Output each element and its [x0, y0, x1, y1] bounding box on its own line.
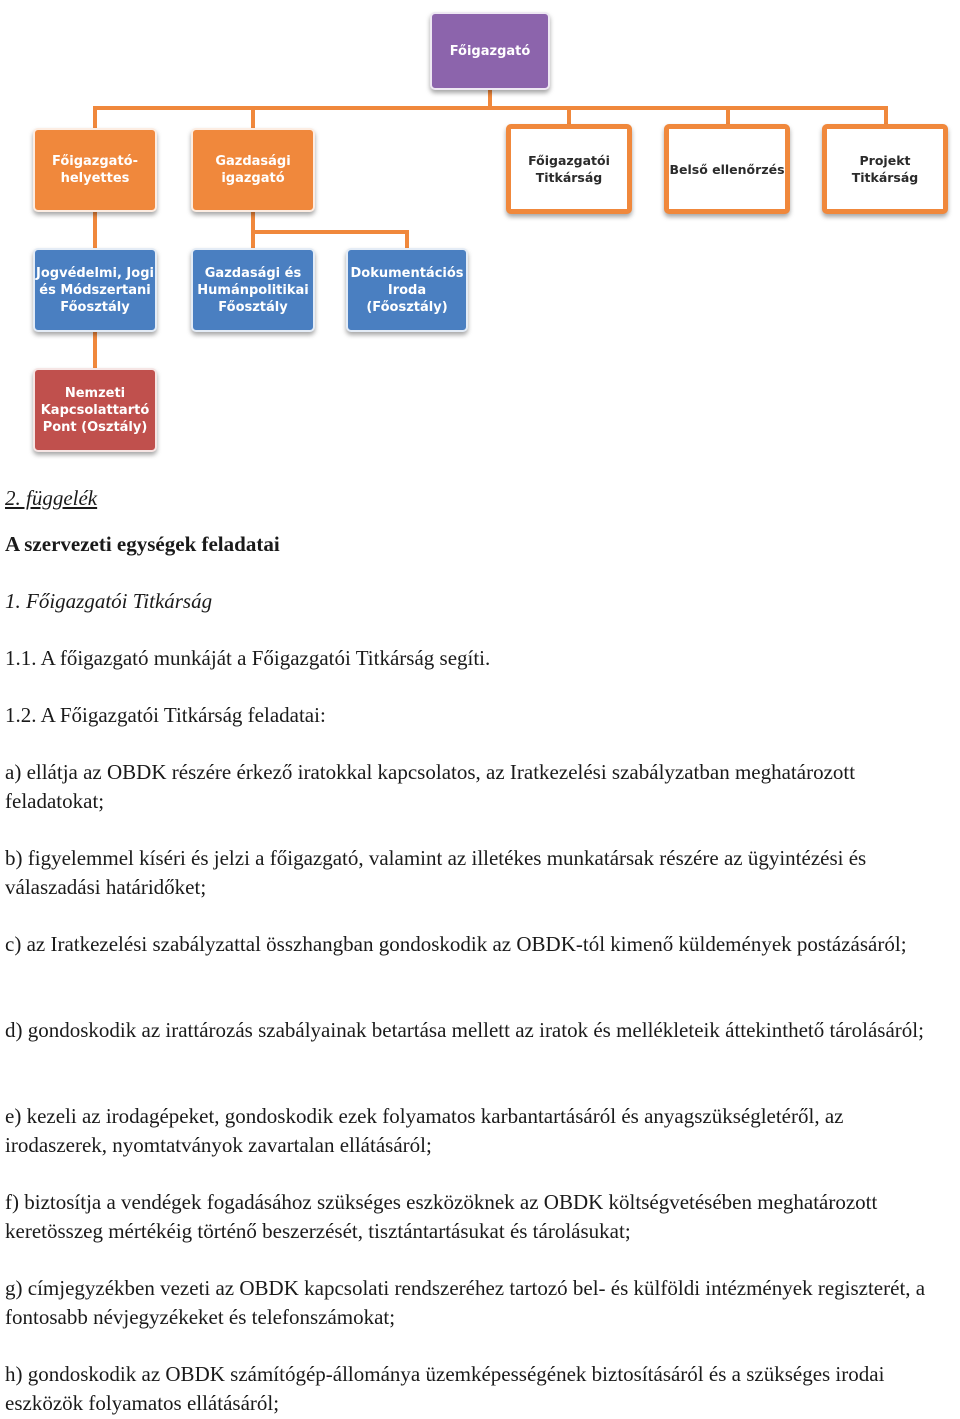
list-item-a: a) ellátja az OBDK részére érkező iratokkal kapcsolatos, az Iratkezelési szabályzatban meghatározott feladatokat;	[5, 760, 856, 813]
connector-line	[488, 88, 492, 108]
list-item-f: f) biztosítja a vendégek fogadásához szükséges eszközöknek az OBDK költségvetésében meghatározott keretösszeg mértékéig történő beszerzését, tisztántartásukat és tárolásukat;	[5, 1190, 878, 1243]
connector-line	[251, 230, 407, 234]
connector-line	[405, 230, 409, 250]
list-item-g: g) címjegyzékben vezeti az OBDK kapcsolati rendszeréhez tartozó bel- és külföldi intézmények regiszterét, a fontosabb névjegyzékeket és telefonszámokat;	[5, 1276, 926, 1329]
section-title: 1. Főigazgatói Titkárság	[5, 589, 213, 613]
org-box-director-general: Főigazgató	[430, 12, 550, 90]
appendix-title: 2. függelék	[5, 486, 98, 510]
org-chart	[0, 0, 960, 470]
org-box-secretariat: Főigazgatói Titkárság	[506, 124, 632, 214]
org-box-economic-director: Gazdasági igazgató	[191, 128, 315, 212]
org-box-economic-hr-dept: Gazdasági és Humánpolitikai Főosztály	[191, 248, 315, 332]
org-box-documentation-office: Dokumentációs Iroda (Főosztály)	[346, 248, 468, 332]
list-item-h: h) gondoskodik az OBDK számítógép-állománya üzemképességének biztosításáról és a szükséges irodai eszközök folyamatos ellátásáról;	[5, 1362, 885, 1415]
connector-line	[93, 330, 97, 370]
org-box-national-contact-point: Nemzeti Kapcsolattartó Pont (Osztály)	[33, 368, 157, 452]
connector-line	[93, 210, 97, 250]
paragraph-1-1: 1.1. A főigazgató munkáját a Főigazgatói Titkárság segíti.	[5, 646, 491, 670]
org-box-internal-audit: Belső ellenőrzés	[664, 124, 790, 214]
list-item-b: b) figyelemmel kíséri és jelzi a főigazgató, valamint az illetékes munkatársak részére az ügyintézési és válaszadási határidőket;	[5, 846, 867, 899]
org-box-legal-dept: Jogvédelmi, Jogi és Módszertani Főosztály	[33, 248, 157, 332]
connector-line	[93, 106, 97, 130]
list-item-e: e) kezeli az irodagépeket, gondoskodik ezek folyamatos karbantartásáról és anyagszükségletéről, az irodaszerek, nyomtatványok zavartalan ellátásáról;	[5, 1104, 844, 1157]
org-box-project-secretariat: Projekt Titkárság	[822, 124, 948, 214]
list-item-d: d) gondoskodik az irattározás szabályainak betartása mellett az iratok és mellékleteik áttekinthető tárolásáról;	[5, 1018, 924, 1042]
page-heading: A szervezeti egységek feladatai	[5, 532, 280, 556]
connector-line	[567, 106, 571, 126]
connector-line	[726, 106, 730, 126]
connector-line	[251, 106, 255, 130]
connector-line	[884, 106, 888, 126]
paragraph-1-2: 1.2. A Főigazgatói Titkárság feladatai:	[5, 703, 326, 727]
connector-line	[93, 106, 888, 110]
org-box-deputy-director: Főigazgató- helyettes	[33, 128, 157, 212]
list-item-c: c) az Iratkezelési szabályzattal összhangban gondoskodik az OBDK-tól kimenő küldemények postázásáról;	[5, 932, 907, 956]
